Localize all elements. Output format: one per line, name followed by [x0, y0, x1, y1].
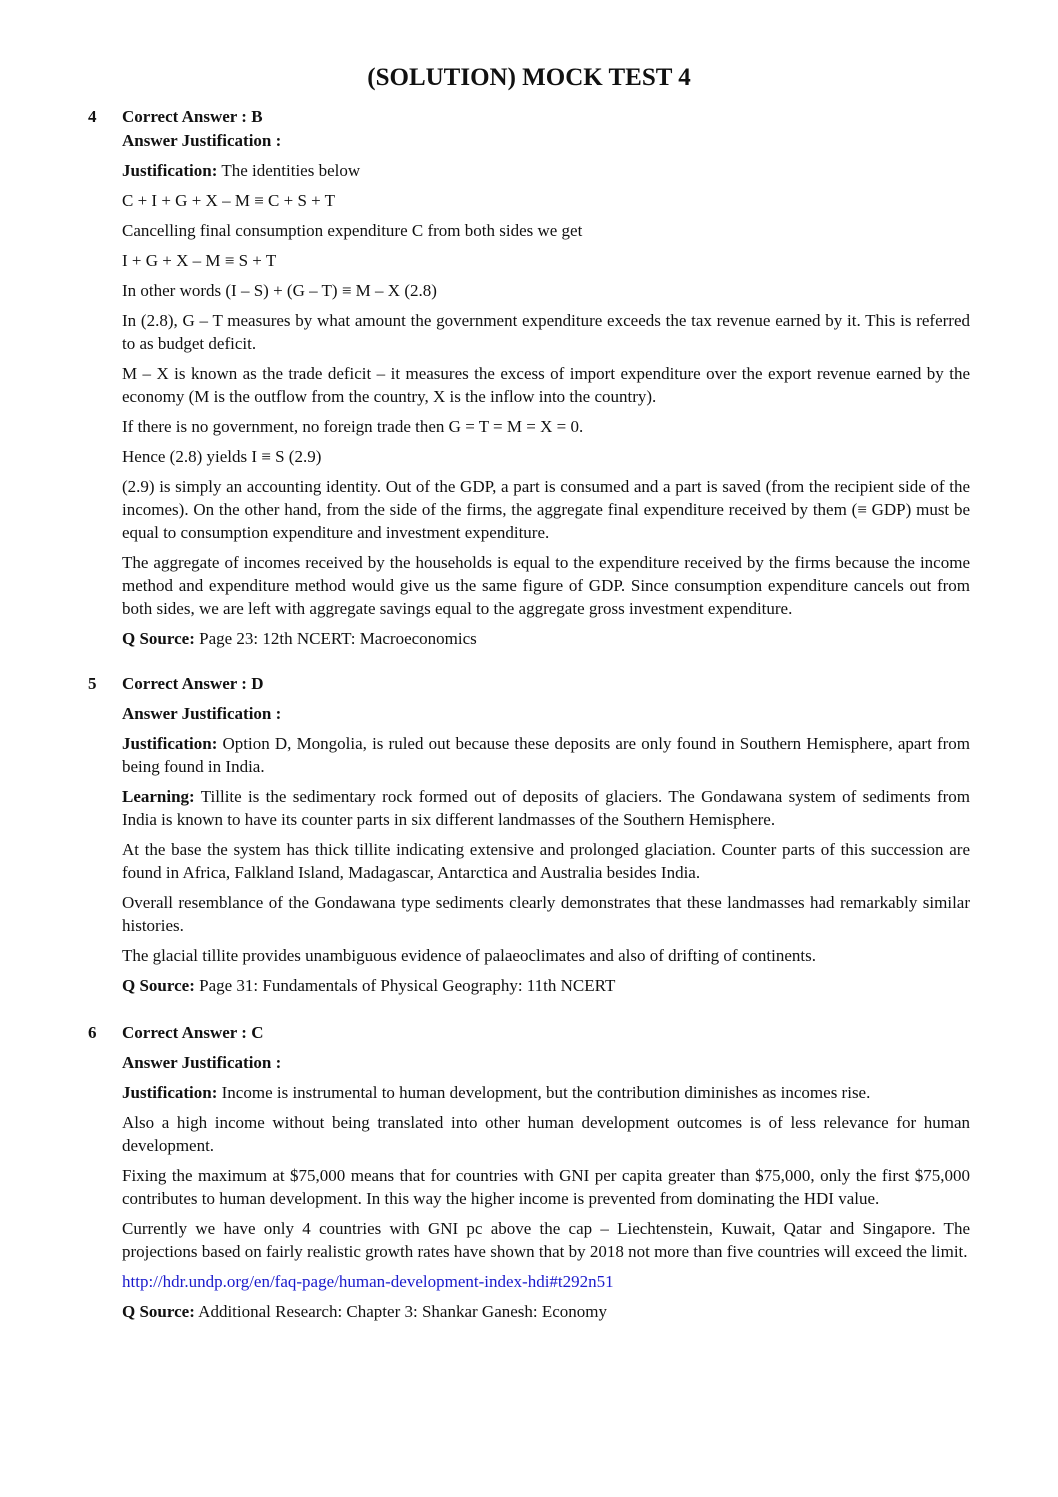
paragraph: If there is no government, no foreign trade then G = T = M = X = 0. [122, 417, 584, 436]
source-paragraph [122, 627, 970, 650]
source-paragraph [122, 1300, 970, 1323]
question-6 [88, 1021, 970, 1330]
paragraph: Currently we have only 4 countries with GNI pc above the cap – Liechtenstein, Kuwait, Qatar and Singapore. The projections based on fairly realistic growth rates have shown that by 2018 not more than five countries will exceed the limit. [122, 1219, 970, 1261]
question-5 [88, 672, 970, 1004]
question-number: 6 [88, 1023, 97, 1042]
source-paragraph [122, 974, 970, 997]
question-4 [88, 105, 970, 657]
correct-answer: Correct Answer : D [122, 674, 264, 693]
paragraph: At the base the system has thick tillite indicating extensive and prolonged glaciation. Counter parts of this succession are found in Africa, Falkland Island, Madagascar, Antarctica and Australia besides India. [122, 840, 970, 882]
paragraph: Hence (2.8) yields I ≡ S (2.9) [122, 447, 322, 466]
learning-label: Learning: [122, 787, 195, 806]
question-number: 4 [88, 107, 97, 126]
source-label: Q Source: [122, 976, 195, 995]
correct-answer: Correct Answer : B [122, 107, 263, 126]
learning-paragraph [122, 785, 970, 831]
paragraph: In other words (I – S) + (G – T) ≡ M – X (2.8) [122, 281, 437, 300]
question-body [122, 672, 970, 997]
justification-paragraph [122, 159, 970, 182]
source-text: Page 23: 12th NCERT: Macroeconomics [194, 629, 477, 648]
link-paragraph [122, 1270, 970, 1293]
paragraph: Cancelling final consumption expenditure C from both sides we get [122, 221, 583, 240]
justification-text: Income is instrumental to human development, but the contribution diminishes as incomes rise. [217, 1083, 871, 1102]
question-body [122, 1021, 970, 1323]
answer-justification-label: Answer Justification : [122, 131, 282, 150]
paragraph: In (2.8), G – T measures by what amount the government expenditure exceeds the tax revenue earned by it. This is referred to as budget deficit. [122, 311, 970, 353]
source-text: Additional Research: Chapter 3: Shankar Ganesh: Economy [194, 1302, 608, 1321]
reference-link[interactable]: http://hdr.undp.org/en/faq-page/human-development-index-hdi#t292n51 [122, 1272, 614, 1291]
source-text: Page 31: Fundamentals of Physical Geography: 11th NCERT [194, 976, 616, 995]
paragraph: The aggregate of incomes received by the households is equal to the expenditure received by the firms because the income method and expenditure method would give us the same figure of GDP. Since consumption expenditure cancels out from both sides, we are left with aggregate savings equal to the aggregate gross investment expenditure. [122, 553, 970, 618]
justification-label: Justification: [122, 161, 218, 180]
paragraph: C + I + G + X – M ≡ C + S + T [122, 191, 336, 210]
justification-paragraph [122, 1081, 970, 1104]
answer-justification-label: Answer Justification : [122, 1053, 282, 1072]
paragraph: I + G + X – M ≡ S + T [122, 251, 277, 270]
justification-text: Option D, Mongolia, is ruled out because these deposits are only found in Southern Hemisphere, apart from being found in India. [122, 734, 970, 776]
question-body [122, 105, 970, 650]
justification-label: Justification: [122, 1083, 218, 1102]
justification-label: Justification: [122, 734, 218, 753]
question-number: 5 [88, 674, 97, 693]
answer-justification-label: Answer Justification : [122, 704, 282, 723]
paragraph: Fixing the maximum at $75,000 means that for countries with GNI per capita greater than $75,000, only the first $75,000 contributes to human development. In this way the higher income is prevented from dominating the HDI value. [122, 1166, 970, 1208]
learning-text: Tillite is the sedimentary rock formed out of deposits of glaciers. The Gondawana system of sediments from India is known to have its counter parts in six different landmasses of the Southern Hemisphere. [122, 787, 970, 829]
paragraph: Also a high income without being translated into other human development outcomes is of less relevance for human development. [122, 1113, 970, 1155]
correct-answer: Correct Answer : C [122, 1023, 264, 1042]
paragraph: (2.9) is simply an accounting identity. Out of the GDP, a part is consumed and a part is saved (from the recipient side of the incomes). On the other hand, from the side of the firms, the aggregate final expenditure received by them (≡ GDP) must be equal to consumption expenditure and investment expenditure. [122, 477, 970, 542]
paragraph: Overall resemblance of the Gondawana type sediments clearly demonstrates that these landmasses had remarkably similar histories. [122, 893, 970, 935]
page-title: (SOLUTION) MOCK TEST 4 [367, 64, 691, 91]
paragraph: The glacial tillite provides unambiguous evidence of palaeoclimates and also of drifting of continents. [122, 946, 816, 965]
source-label: Q Source: [122, 629, 195, 648]
source-label: Q Source: [122, 1302, 195, 1321]
justification-paragraph [122, 732, 970, 778]
justification-text: The identities below [217, 161, 361, 180]
paragraph: M – X is known as the trade deficit – it measures the excess of import expenditure over the export revenue earned by the economy (M is the outflow from the country, X is the inflow into the country). [122, 364, 970, 406]
